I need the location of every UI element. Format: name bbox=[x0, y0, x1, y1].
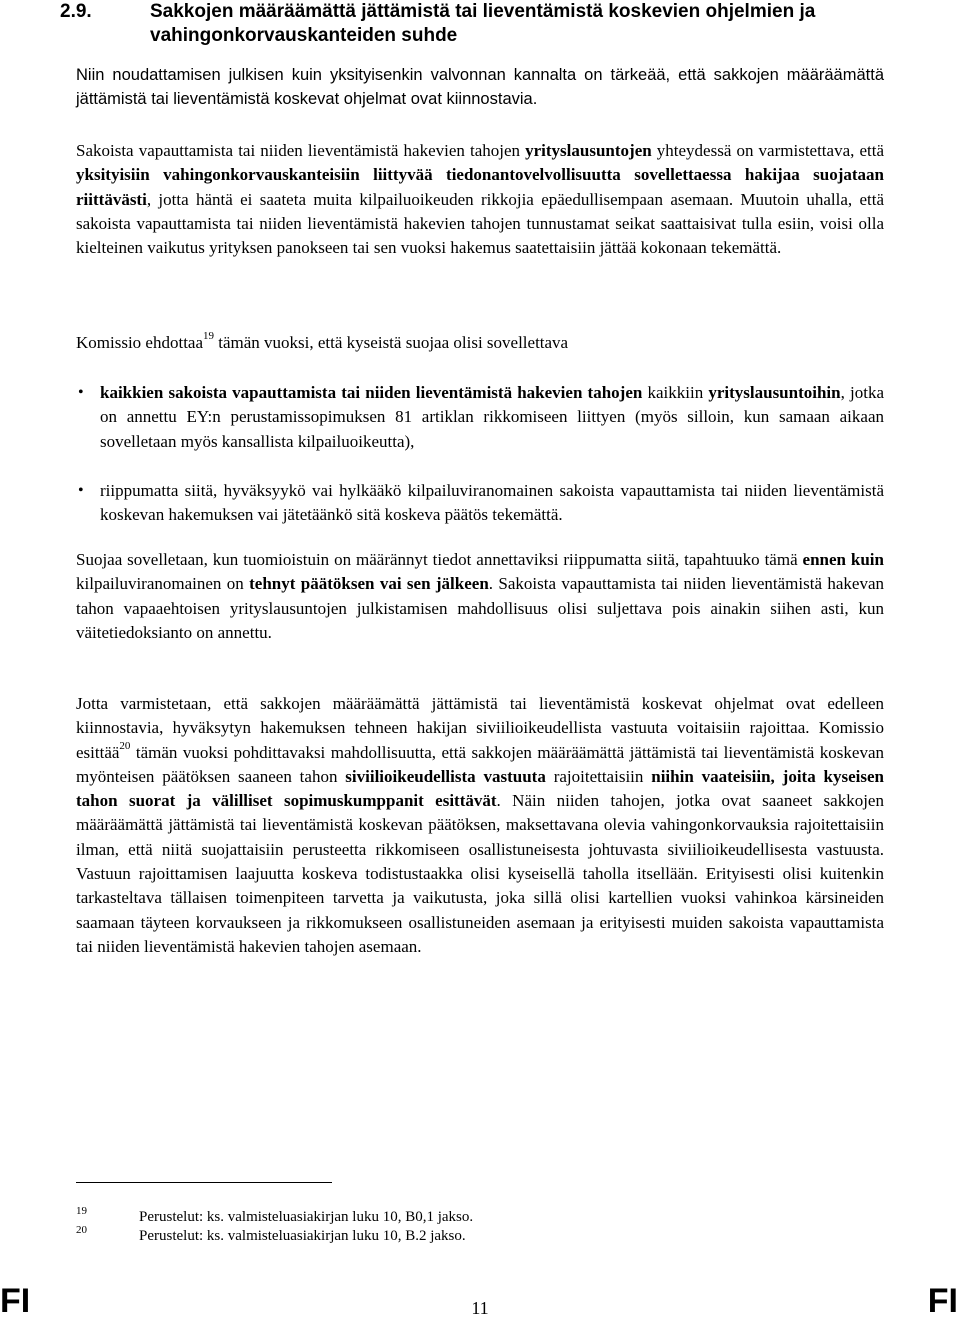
section-number: 2.9. bbox=[60, 1, 92, 22]
footnote-divider bbox=[76, 1182, 332, 1183]
footnote-number: 20 bbox=[76, 1224, 87, 1236]
intro-paragraph: Niin noudattamisen julkisen kuin yksityisenkin valvonnan kannalta on tärkeää, että sakkojen määräämättä jättämistä tai lieventämistä koskevat ohjelmat ovat kiinnostavia. bbox=[76, 66, 884, 109]
footnote-ref-20[interactable]: 20 bbox=[119, 739, 131, 752]
paragraph-applicant-protection: Sakoista vapauttamista tai niiden lieventämistä hakevien tahojen yrityslausuntojen yhteydessä on varmistettava, että yksityisiin vahingonkorvauskanteisiin liittyvää tiedonantovelvollisuutta sovellettaessa hakijaa suojataan riittävästi, jotta häntä ei saateta muita kilpailuoikeuden rikkojia epäedullisempaan asemaan. Muutoin uhalla, että sakoista vapauttamista tai niiden lieventämistä hakevien tahojen tunnustamat seikat saattaisivat tulla esiin, voisi olla kielteinen vaikutus yrityksen panokseen tai sen vuoksi hakemus saatettaisiin jättää kokonaan tekemättä. bbox=[76, 141, 885, 258]
bullet-icon: • bbox=[78, 481, 84, 499]
paragraph-protection-timing: Suojaa sovelletaan, kun tuomioistuin on määrännyt tiedot annettaviksi riippumatta siitä, tapahtuuko tämä ennen kuin kilpailuviranomainen on tehnyt päätöksen vai sen jälkeen. Sakoista vapauttamista tai niiden lieventämistä hakevan tahon vapaaehtoisen yrityslausuntojen julkistamisen mahdollisuus olisi suljettava pois ainakin siihen asti, kun väitetiedoksianto on annettu. bbox=[76, 550, 885, 642]
footer-language-right: FI bbox=[927, 1282, 958, 1320]
page-number: 11 bbox=[471, 1298, 489, 1318]
section-title: Sakkojen määräämättä jättämistä tai lieventämistä koskevien ohjelmien ja vahingonkorvauskanteiden suhde bbox=[150, 1, 816, 46]
bullet-list bbox=[76, 381, 884, 552]
paragraph-commission-proposal: Komissio ehdottaa$^{19}$ tämän vuoksi, että kyseistä suojaa olisi sovellettava bbox=[76, 330, 569, 352]
list-item: • kaikkien sakoista vapauttamista tai niiden lieventämistä hakevien tahojen kaikkiin yrityslausuntoihin, jotka on annettu EY:n perustamissopimuksen 81 artiklan rikkomiseen liittyen (myös silloin, kun samaan aikaan sovelletaan myös kansallista kilpailuoikeutta), bbox=[78, 383, 884, 451]
bold-damages-actions: yksityisiin vahingonkorvauskanteisiin liittyvää tiedonantovelvollisuutta sovellettaessa hakijaa suojataan riittävästi bbox=[76, 165, 884, 209]
footnote-text: Perustelut: ks. valmisteluasiakirjan luku 10, B0,1 jakso. bbox=[139, 1209, 474, 1225]
paragraph-liability-limitation: Jotta varmistetaan, että sakkojen määräämättä jättämistä tai lieventämistä koskevat ohjelmat ovat edelleen kiinnostavia, hyväksytyn hakemuksen tehneen hakijan siviilioikeudellista vastuuta voitaisiin rajoittaa. Komissio esittää$^{20}$ tämän vuoksi pohdittavaksi mahdollisuutta, että sakkojen määräämättä jättämistä tai lieventämistä koskevan myönteisen päätöksen saaneen tahon siviilioikeudellista vastuuta rajoitettaisiin niihin vaateisiin, joita kyseisen tahon suorat ja välilliset sopimuskumppanit esittävät. Näin niiden tahojen, jotka ovat saaneet sakkojen määräämättä jättämistä tai lieventämistä koskevan päätöksen, maksettavana olevia vahingonkorvauksia rajoitettaisiin ilman, että niitä suojattaisiin perusteetta rikkomiseen osallistuneisesta johtuvasta siviilioikeudellisesta vastuusta. Vastuun rajoittamisen laajuutta koskeva todistustaakka olisi kyseisellä taholla itsellään. Erityisesti olisi kuitenkin tarkasteltava tällaisen toimenpiteen tarvetta ja vaikutusta, joka sillä olisi kartellien vuoksi vahinkoa kärsineiden saamaan täyteen korvaukseen ja rikkomukseen osallistuneiden asemaan ja erityisesti muiden sakoista vapauttamista tai niiden lieventämistä hakevien tahojen asemaan. bbox=[76, 694, 884, 956]
footer-language-left: FI bbox=[0, 1282, 31, 1320]
footnote-number: 19 bbox=[76, 1205, 87, 1217]
footnote-ref-19[interactable]: 19 bbox=[203, 330, 215, 343]
footnote-text: Perustelut: ks. valmisteluasiakirjan luku 10, B.2 jakso. bbox=[139, 1228, 466, 1244]
bullet-icon: • bbox=[78, 384, 84, 401]
list-item: • riippumatta siitä, hyväksyykö vai hylkääkö kilpailuviranomainen sakoista vapauttamista tai niiden lieventämistä koskevan hakemuksen vai jätetäänkö sitä koskeva päätös tekemättä. bbox=[78, 480, 884, 525]
bold-statements: yrityslausuntojen bbox=[525, 141, 652, 160]
